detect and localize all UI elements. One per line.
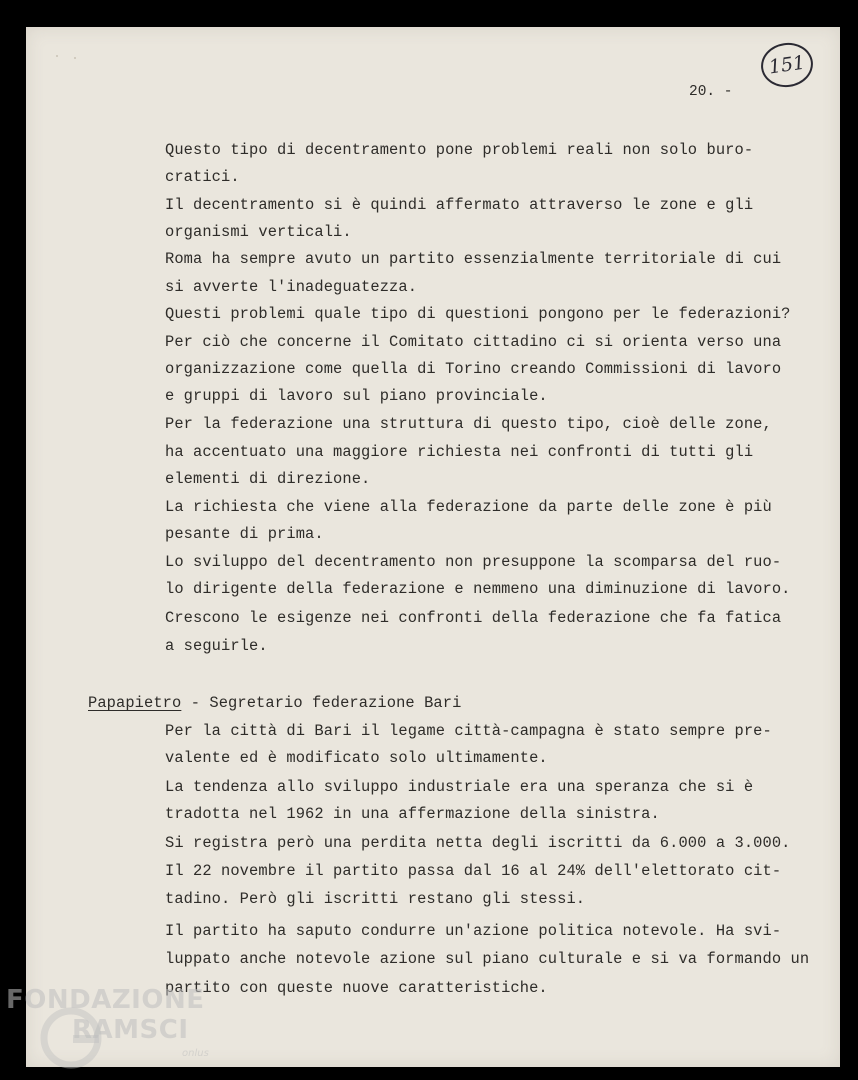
speaker-role: - Segretario federazione Bari (181, 694, 462, 712)
document-page (26, 27, 840, 1067)
text-line: cratici. (165, 168, 240, 186)
text-line: organismi verticali. (165, 223, 352, 241)
text-line: luppato anche notevole azione sul piano culturale e si va formando un (165, 950, 810, 968)
paper-speck (74, 57, 76, 59)
text-line: La tendenza allo sviluppo industriale era una speranza che si è (165, 778, 754, 796)
text-line: pesante di prima. (165, 525, 324, 543)
text-line: La richiesta che viene alla federazione da parte delle zone è più (165, 498, 772, 516)
text-line: Il decentramento si è quindi affermato attraverso le zone e gli (165, 196, 754, 214)
text-line: valente ed è modificato solo ultimamente. (165, 749, 548, 767)
text-line: Il 22 novembre il partito passa dal 16 al 24% dell'elettorato cit- (165, 862, 782, 880)
text-line: Si registra però una perdita netta degli iscritti da 6.000 a 3.000. (165, 834, 791, 852)
text-line: lo dirigente della federazione e nemmeno una diminuzione di lavoro. (165, 580, 791, 598)
text-line: Per la città di Bari il legame città-campagna è stato sempre pre- (165, 722, 772, 740)
text-line: Questo tipo di decentramento pone problemi reali non solo buro- (165, 141, 754, 159)
text-line: e gruppi di lavoro sul piano provinciale. (165, 387, 548, 405)
speaker-name: Papapietro (88, 694, 182, 712)
text-line: Il partito ha saputo condurre un'azione politica notevole. Ha svi- (165, 922, 782, 940)
text-line: tradotta nel 1962 in una affermazione della sinistra. (165, 805, 660, 823)
speaker-heading (88, 694, 461, 712)
paper-speck (56, 55, 58, 57)
text-line: organizzazione come quella di Torino creando Commissioni di lavoro (165, 360, 782, 378)
logo-text-onlus: onlus (182, 1048, 209, 1059)
text-line: a seguirle. (165, 637, 268, 655)
page-number: 20. - (689, 84, 733, 100)
folio-number: 151 (767, 51, 807, 79)
text-line: si avverte l'inadeguatezza. (165, 278, 418, 296)
logo-text-gramsci: RAMSCI (72, 1015, 189, 1045)
text-line: Per la federazione una struttura di questo tipo, cioè delle zone, (165, 415, 772, 433)
text-line: Crescono le esigenze nei confronti della federazione che fa fatica (165, 609, 782, 627)
text-line: partito con queste nuove caratteristiche. (165, 979, 548, 997)
text-line: Lo sviluppo del decentramento non presuppone la scomparsa del ruo- (165, 553, 782, 571)
text-line: Questi problemi quale tipo di questioni pongono per le federazioni? (165, 305, 791, 323)
text-line: ha accentuato una maggiore richiesta nei confronti di tutti gli (165, 443, 754, 461)
text-line: elementi di direzione. (165, 470, 371, 488)
logo-text-fondazione: FONDAZIONE (6, 985, 205, 1015)
text-line: Roma ha sempre avuto un partito essenzialmente territoriale di cui (165, 250, 782, 268)
fondazione-gramsci-logo (6, 985, 209, 1075)
text-line: Per ciò che concerne il Comitato cittadino ci si orienta verso una (165, 333, 782, 351)
text-line: tadino. Però gli iscritti restano gli stessi. (165, 890, 586, 908)
